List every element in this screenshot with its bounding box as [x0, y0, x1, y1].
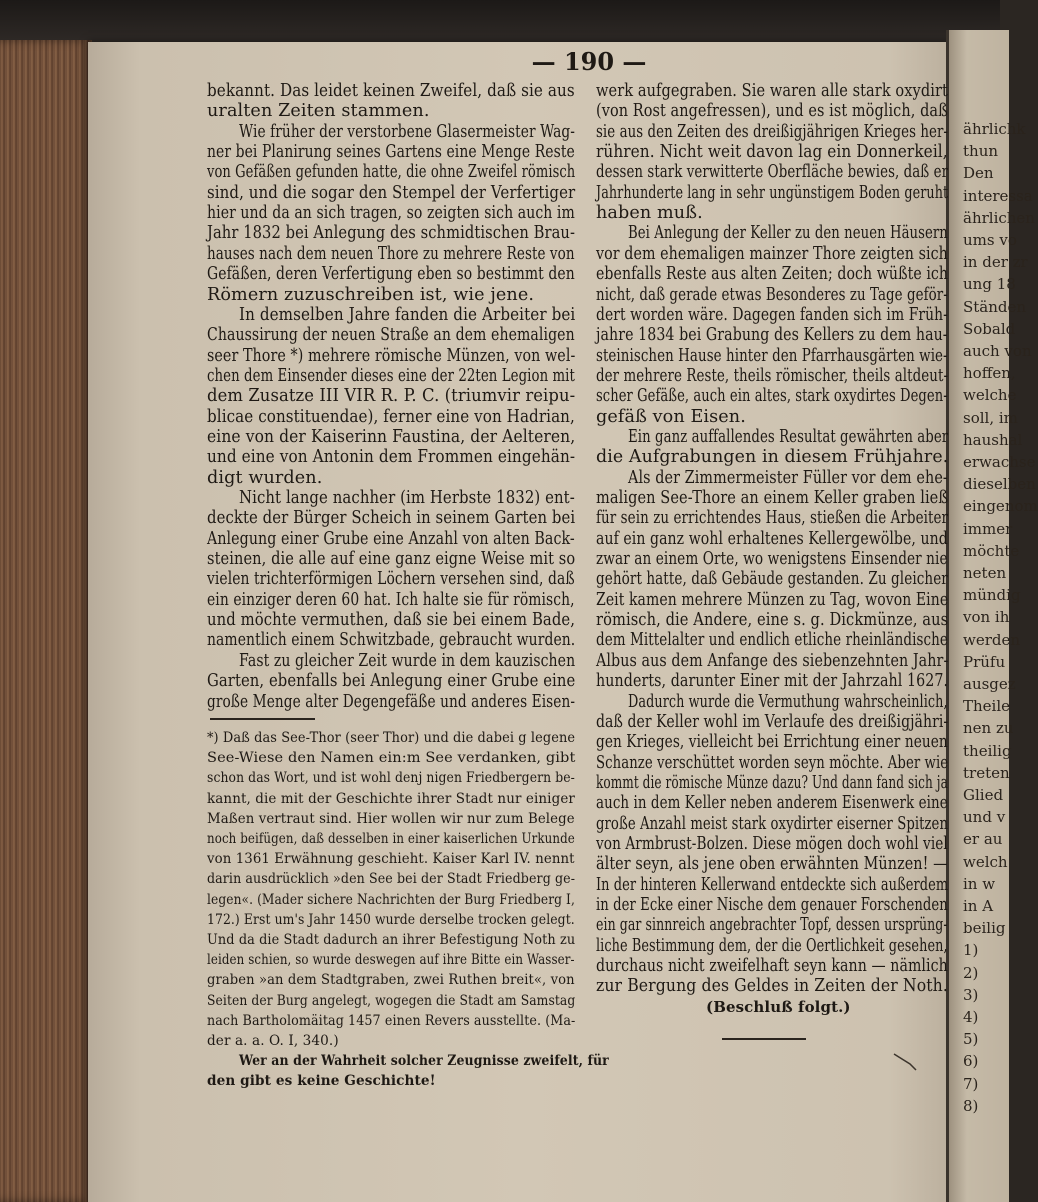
right-column-line: für sein zu errichtendes Haus, stießen die Arbeiter — [596, 508, 949, 529]
adjacent-page-fragment: 4) — [963, 1008, 979, 1026]
right-column-line: Dadurch wurde die Vermuthung wahrscheinlich, — [628, 691, 948, 712]
footnote-line: Wer an der Wahrheit solcher Zeugnisse zweifelt, für — [239, 1053, 609, 1070]
adjacent-page-fragment: auch von — [963, 342, 1032, 360]
right-column-line: rühren. Nicht weit davon lag ein Donnerkeil, — [596, 142, 948, 163]
left-column-line: deckte der Bürger Scheich in seinem Garten bei — [207, 508, 576, 529]
right-column-line: durchaus nicht zweifelhaft seyn kann — nämlich — [596, 956, 948, 977]
adjacent-page-fragment: ährlichk — [963, 120, 1026, 138]
right-column-line: ein gar sinnreich angebrachter Topf, dessen ursprüng- — [596, 915, 948, 936]
adjacent-page-fragment: thun — [963, 142, 999, 161]
adjacent-page-fragment: 2) — [963, 963, 979, 982]
right-column-line: gehört hatte, daß Gebäude gestanden. Zu gleicher — [596, 569, 948, 590]
right-column-line: haben muß. — [596, 203, 703, 224]
right-column-line: steinischen Hause hinter den Pfarrhausgärten wie- — [596, 345, 948, 366]
adjacent-page-fragment: hoffen, — [963, 364, 1016, 383]
adjacent-page-fragment: Theile — [963, 697, 1011, 716]
right-column-line: hunderts, darunter Einer mit der Jahrzahl 1627. — [596, 671, 949, 692]
right-column-line: werk aufgegraben. Sie waren alle stark oxydirt — [596, 81, 948, 101]
adjacent-page — [946, 30, 1038, 1202]
right-column-line: (von Rost angefressen), und es ist möglich, daß — [596, 101, 948, 122]
adjacent-page-fragment: Ständen — [963, 297, 1027, 316]
right-column-line: kommt die römische Münze dazu? Und dann fand sich ja — [596, 772, 948, 793]
left-column-line: von Gefäßen gefunden hatte, die ohne Zweifel römisch — [207, 162, 576, 183]
footnote-line: Seiten der Burg angelegt, wogegen die Stadt am Samstag — [207, 992, 576, 1009]
adjacent-page-fragment: dieselben — [963, 475, 1036, 494]
left-column-line: Römern zuzuschreiben ist, wie jene. — [207, 284, 535, 305]
right-column-line: gen Krieges, vielleicht bei Errichtung einer neuen — [596, 732, 948, 753]
pencil-mark — [892, 1050, 922, 1072]
left-column-line: Anlegung einer Grube eine Anzahl von alten Back- — [207, 528, 575, 549]
adjacent-page-fragment: treten — [963, 763, 1010, 782]
adjacent-page-fragment: 6) — [963, 1052, 979, 1071]
left-column-line: Fast zu gleicher Zeit wurde in dem kauzischen — [239, 650, 576, 671]
right-column-line: Albus aus dem Anfange des siebenzehnten Jahr- — [596, 650, 949, 671]
footnote-line: *) Daß das See-Thor (seer Thor) und die dabei g legene — [207, 730, 576, 746]
footnote-line: der a. a. O. I, 340.) — [207, 1033, 339, 1049]
right-column-line: von Armbrust-Bolzen. Diese mögen doch wohl viel — [596, 833, 948, 854]
right-column-line: zwar an einem Orte, wo wenigstens Einsender nie — [596, 549, 948, 570]
left-column-line: große Menge alter Degengefäße und anderes Eisen- — [207, 691, 576, 712]
left-column-line: namentlich einem Schwitzbade, gebraucht wurden. — [207, 630, 576, 651]
right-column-line: liche Bestimmung dem, der die Oertlichkeit gesehen, — [596, 935, 948, 956]
adjacent-page-fragment: ums vo — [963, 231, 1017, 249]
right-column-line: jahre 1834 bei Grabung des Kellers zu dem hau- — [596, 325, 948, 346]
adjacent-page-fragment: ung 18 — [963, 275, 1016, 294]
adjacent-page-fragment: theilig — [963, 741, 1012, 760]
right-column-line: Schanze verschüttet worden seyn möchte. Aber wie — [596, 752, 949, 773]
adjacent-page-fragment: möchte — [963, 541, 1020, 560]
left-column-line: sind, und die sogar den Stempel der Verfertiger — [207, 182, 576, 203]
right-column-line: auch in dem Keller neben anderem Eisenwerk eine — [596, 793, 948, 814]
adjacent-page-fragment: 3) — [963, 985, 979, 1004]
left-column-line: vielen trichterförmigen Löchern versehen sind, daß — [207, 569, 575, 590]
right-column-line: zur Bergung des Geldes in Zeiten der Noth. — [596, 976, 948, 997]
left-column-line: Jahr 1832 bei Anlegung des schmidtischen Brau- — [207, 223, 576, 244]
adjacent-page-fragment: in der zr — [963, 253, 1028, 272]
right-column-line: der mehrere Reste, theils römischer, theils altdeut- — [596, 365, 949, 386]
adjacent-page-fragment: Sobald — [963, 319, 1016, 338]
adjacent-page-fragment: beilig — [963, 919, 1006, 938]
footnote-rule — [210, 718, 315, 720]
left-column-line: digt wurden. — [207, 467, 323, 488]
adjacent-page-fragment: haushal — [963, 430, 1023, 449]
left-column-line: dem Zusatze III VIR R. P. C. (triumvir reipu- — [207, 386, 576, 407]
right-column-line: vor dem ehemaligen mainzer Thore zeigten sich — [596, 243, 948, 264]
left-column-line: eine von der Kaiserinn Faustina, der Aelteren, — [207, 426, 576, 447]
right-column-line: dem Mittelalter und endlich etliche rheinländische — [596, 630, 948, 651]
adjacent-page-fragment: soll, im — [963, 408, 1018, 427]
right-column-line: gefäß von Eisen. — [596, 406, 746, 427]
left-column-line: ner bei Planirung seines Gartens eine Menge Reste — [207, 142, 575, 163]
left-column-line: steinen, die alle auf eine ganz eigne Weise mit so — [207, 549, 576, 570]
adjacent-page-fragment: 5) — [963, 1030, 979, 1049]
left-column-line: seer Thore *) mehrere römische Münzen, von wel- — [207, 345, 576, 366]
footnote-line: von 1361 Erwähnung geschieht. Kaiser Karl IV. nennt — [207, 851, 575, 868]
footnote-line: See-Wiese den Namen ein:m See verdanken, gibt — [207, 750, 576, 767]
right-column-line: maligen See-Thore an einem Keller graben ließ — [596, 488, 949, 508]
adjacent-page-fragment: immer — [963, 519, 1013, 538]
right-column-line: Bei Anlegung der Keller zu den neuen Häusern — [628, 223, 948, 244]
end-rule — [722, 1038, 806, 1040]
left-column-line: und eine von Antonin dem Frommen eingehän- — [207, 447, 576, 468]
adjacent-page-fragment: 1) — [963, 941, 979, 960]
footnote-line: legen«. (Mader sichere Nachrichten der Burg Friedberg I, — [207, 891, 575, 908]
right-column-line: Als der Zimmermeister Füller vor dem ehe- — [628, 467, 948, 488]
left-column-line: hier und da an sich tragen, so zeigten sich auch im — [207, 203, 575, 224]
footnote-line: nach Bartholomäitag 1457 einen Revers ausstellte. (Ma- — [207, 1012, 576, 1029]
right-column-line: dert worden wäre. Dagegen fanden sich im Früh- — [596, 304, 948, 325]
left-column-line: und möchte vermuthen, daß sie bei einem Bade, — [207, 610, 576, 631]
adjacent-page-fragment: Glied — [963, 786, 1004, 804]
left-column-line: uralten Zeiten stammen. — [207, 101, 430, 122]
adjacent-page-fragment: mündig — [963, 586, 1021, 605]
adjacent-page-fragment: in w — [963, 874, 996, 893]
right-column-line: auf ein ganz wohl erhaltenes Kellergewölbe, und — [596, 528, 948, 549]
adjacent-page-fragment: Prüfu — [963, 652, 1006, 671]
adjacent-page-fragment: eingenom — [963, 497, 1038, 516]
right-column-line: ebenfalls Reste aus alten Zeiten; doch wüßte ich — [596, 264, 949, 285]
left-column-line: Garten, ebenfalls bei Anlegung einer Grube eine — [207, 671, 576, 692]
right-column-line: scher Gefäße, auch ein altes, stark oxydirtes Degen- — [596, 386, 948, 407]
footnote-line: Maßen vertraut sind. Hier wollen wir nur zum Belege — [207, 810, 575, 827]
adjacent-page-fragment: nen zu — [963, 719, 1014, 738]
right-column-line: Zeit kamen mehrere Münzen zu Tag, wovon Eine — [596, 589, 949, 610]
right-column-line: große Anzahl meist stark oxydirter eiserner Spitzen — [596, 813, 949, 834]
right-column-line: (Beschluß folgt.) — [706, 997, 851, 1016]
right-column-line: daß der Keller wohl im Verlaufe des dreißigjähri- — [596, 711, 949, 732]
adjacent-page-fragment: und v — [963, 808, 1006, 827]
right-column-line: in der Ecke einer Nische dem genauer Forschenden — [596, 895, 948, 915]
footnote-line: den gibt es keine Geschichte! — [207, 1073, 436, 1090]
adjacent-page-fragment: in A — [963, 897, 994, 915]
footnote-line: darin ausdrücklich »den See bei der Stadt Friedberg ge- — [207, 871, 576, 888]
left-column-line: Chaussirung der neuen Straße an dem ehemaligen — [207, 325, 575, 346]
footnote-line: schon das Wort, und ist wohl denj nigen Friedbergern be- — [207, 770, 575, 787]
left-column-line: Wie früher der verstorbene Glasermeister Wag- — [239, 121, 575, 142]
left-column-line: hauses nach dem neuen Thore zu mehrere Reste von — [207, 243, 575, 264]
footnote-line: 172.) Erst um's Jahr 1450 wurde derselbe trocken gelegt. — [207, 911, 575, 928]
footnote-line: leiden schien, so wurde deswegen auf ihre Bitte ein Wasser- — [207, 952, 575, 969]
adjacent-page-fragment: interessa — [963, 186, 1033, 205]
page-edges — [0, 40, 92, 1202]
adjacent-page-fragment: ährlichen — [963, 208, 1035, 227]
adjacent-page-fragment: neten — [963, 564, 1007, 582]
right-column-line: die Aufgrabungen in diesem Frühjahre. — [596, 447, 949, 468]
left-column-line: Gefäßen, deren Verfertigung eben so bestimmt den — [207, 264, 575, 285]
adjacent-page-fragment: erwachse — [963, 453, 1036, 471]
right-column-line: nicht, daß gerade etwas Besonderes zu Tage geför- — [596, 284, 948, 305]
footnote-line: Und da die Stadt dadurch an ihrer Befestigung Noth zu — [207, 932, 576, 948]
left-column-line: bekannt. Das leidet keinen Zweifel, daß sie aus — [207, 81, 575, 101]
adjacent-page-fragment: welch — [963, 852, 1008, 871]
left-column-line: ein einziger deren 60 hat. Ich halte sie für römisch, — [207, 589, 575, 610]
scan-background — [0, 0, 1000, 42]
adjacent-page-fragment: werden — [963, 630, 1021, 649]
adjacent-page-fragment: 7) — [963, 1074, 979, 1093]
adjacent-page-fragment: 8) — [963, 1096, 979, 1115]
right-column-line: älter seyn, als jene oben erwähnten Münzen! — — [596, 854, 948, 875]
right-column-line: sie aus den Zeiten des dreißigjährigen Krieges her- — [596, 121, 949, 142]
right-column-line: römisch, die Andere, eine s. g. Dickmünze, aus — [596, 610, 949, 631]
footnote-line: graben »an dem Stadtgraben, zwei Ruthen breit«, von — [207, 972, 575, 989]
right-column-line: dessen stark verwitterte Oberfläche bewies, daß er — [596, 162, 949, 183]
page-number: — 190 — — [531, 47, 647, 76]
right-column-line: Ein ganz auffallendes Resultat gewährten aber — [628, 426, 949, 447]
adjacent-page-fragment: welche — [963, 386, 1017, 405]
left-column-line: Nicht lange nachher (im Herbste 1832) ent- — [239, 488, 575, 508]
footnote-line: noch beifügen, daß desselben in einer kaiserlichen Urkunde — [207, 831, 575, 847]
adjacent-page-fragment: er au — [963, 830, 1003, 849]
footnote-line: kannt, die mit der Geschichte ihrer Stadt nur einiger — [207, 790, 575, 807]
right-column-line: In der hinteren Kellerwand entdeckte sich außerdem — [596, 874, 949, 895]
left-column-line: blicae constituendae), ferner eine von Hadrian, — [207, 406, 575, 427]
left-column-line: chen dem Einsender dieses eine der 22ten Legion mit — [207, 365, 575, 386]
right-column-line: Jahrhunderte lang in sehr ungünstigem Boden geruht — [596, 182, 949, 203]
adjacent-page-fragment: ausgez — [963, 675, 1016, 693]
left-column-line: In demselben Jahre fanden die Arbeiter bei — [239, 304, 576, 325]
adjacent-page-fragment: von ih — [963, 608, 1010, 627]
adjacent-page-fragment: Den — [963, 164, 994, 183]
